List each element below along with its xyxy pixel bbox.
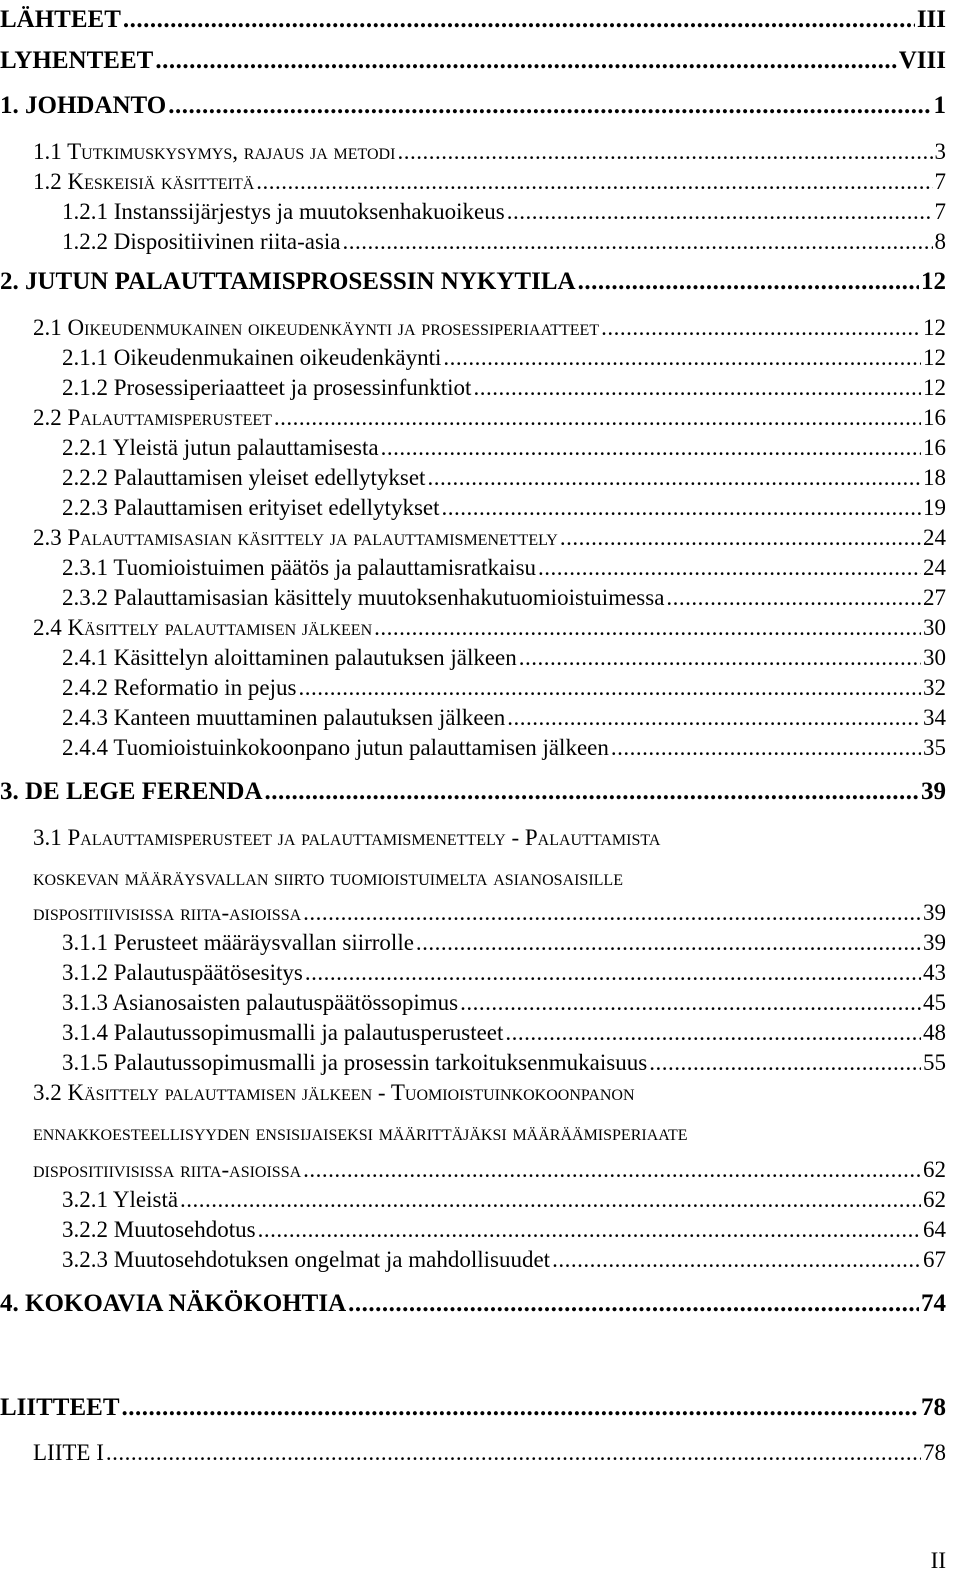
toc-label: 2.2.2 Palauttamisen yleiset edellytykset <box>62 465 426 490</box>
toc-entry-3-2-line1[interactable]: 3.2 Käsittely palauttamisen jälkeen - Tuomioistuinkokoonpanon <box>33 1080 635 1105</box>
toc-label: 2.4 Käsittely palauttamisen jälkeen <box>33 615 373 640</box>
toc-leader <box>397 139 932 165</box>
toc-page: 19 <box>923 495 946 520</box>
toc-entry-3-2-1[interactable] <box>0 1187 946 1213</box>
toc-page: 35 <box>923 735 946 760</box>
toc-entry-chapter-3[interactable] <box>0 778 946 806</box>
toc-leader <box>505 1020 921 1046</box>
toc-leader <box>601 315 921 341</box>
toc-entry-2-4-2[interactable] <box>0 675 946 701</box>
toc-entry-3-1-2[interactable] <box>0 960 946 986</box>
toc-entry-chapter-1[interactable] <box>0 92 946 120</box>
toc-label: 2.2.1 Yleistä jutun palauttamisesta <box>62 435 379 460</box>
toc-label: 2. JUTUN PALAUTTAMISPROSESSIN NYKYTILA <box>0 268 576 295</box>
toc-leader <box>180 1187 921 1213</box>
toc-page: 7 <box>934 199 946 224</box>
toc-leader <box>265 778 919 806</box>
toc-entry-2-2-3[interactable] <box>0 495 946 521</box>
toc-label: dispositiivisissa riita-asioissa <box>33 900 302 925</box>
toc-label: 2.3.1 Tuomioistuimen päätös ja palauttamisratkaisu <box>62 555 537 580</box>
toc-entry-3-2-2[interactable] <box>0 1217 946 1243</box>
toc-label: 2.3 Palauttamisasian käsittely ja palauttamismenettely <box>33 525 558 550</box>
toc-label: 3.2.2 Muutosehdotus <box>62 1217 256 1242</box>
toc-leader <box>106 1440 921 1466</box>
toc-page: 30 <box>923 615 946 640</box>
toc-label: 2.2 Palauttamisperusteet <box>33 405 272 430</box>
toc-page: 12 <box>923 315 946 340</box>
toc-leader <box>155 47 896 75</box>
toc-leader <box>443 345 921 371</box>
toc-page: 64 <box>923 1217 946 1242</box>
toc-label: 2.4.4 Tuomioistuinkokoonpano jutun palauttamisen jälkeen <box>62 735 609 760</box>
toc-page: 18 <box>923 465 946 490</box>
toc-entry-2-3-1[interactable] <box>0 555 946 581</box>
toc-page: 78 <box>923 1440 946 1465</box>
toc-entry-1-2-1[interactable] <box>0 199 946 225</box>
toc-page: 30 <box>923 645 946 670</box>
toc-leader <box>303 1157 921 1183</box>
toc-page: 16 <box>923 435 946 460</box>
toc-leader <box>374 615 921 641</box>
toc-label: 3.2.1 Yleistä <box>62 1187 179 1212</box>
toc-entry-3-1-1[interactable] <box>0 930 946 956</box>
toc-label: 2.1.1 Oikeudenmukainen oikeudenkäynti <box>62 345 442 370</box>
toc-label: 1.1 Tutkimuskysymys, rajaus ja metodi <box>33 139 396 164</box>
toc-page: 3 <box>934 139 946 164</box>
toc-leader <box>305 960 921 986</box>
toc-leader <box>274 405 921 431</box>
toc-entry-3-2-3[interactable] <box>0 1247 946 1273</box>
toc-page: 34 <box>923 705 946 730</box>
toc-page: 12 <box>923 375 946 400</box>
toc-leader <box>578 268 919 296</box>
toc-label: 1.2 Keskeisiä käsitteitä <box>33 169 255 194</box>
toc-label: LÄHTEET <box>0 6 121 33</box>
toc-entry-liite-1[interactable] <box>0 1440 946 1466</box>
toc-label: 1. JOHDANTO <box>0 92 167 119</box>
toc-leader <box>649 1050 921 1076</box>
toc-entry-2-4-4[interactable] <box>0 735 946 761</box>
toc-label: 3. DE LEGE FERENDA <box>0 778 263 805</box>
toc-leader <box>416 930 921 956</box>
toc-leader <box>560 525 921 551</box>
toc-leader <box>538 555 921 581</box>
toc-page: 39 <box>923 900 946 925</box>
toc-label: LIITE I <box>33 1440 104 1465</box>
toc-page: 7 <box>934 169 946 194</box>
toc-label: 2.4.2 Reformatio in pejus <box>62 675 297 700</box>
toc-label: 2.1 Oikeudenmukainen oikeudenkäynti ja prosessiperiaatteet <box>33 315 600 340</box>
toc-page: 24 <box>923 525 946 550</box>
toc-page: 8 <box>934 229 946 254</box>
toc-leader <box>442 495 921 521</box>
toc-label: 4. KOKOAVIA NÄKÖKOHTIA <box>0 1290 347 1317</box>
toc-page: 48 <box>923 1020 946 1045</box>
toc-page: 55 <box>923 1050 946 1075</box>
toc-leader <box>343 229 933 255</box>
toc-label: 2.1.2 Prosessiperiaatteet ja prosessinfunktiot <box>62 375 472 400</box>
toc-leader <box>473 375 921 401</box>
toc-label: 2.4.1 Käsittelyn aloittaminen palautuksen jälkeen <box>62 645 517 670</box>
toc-page: 12 <box>923 345 946 370</box>
toc-page: 16 <box>923 405 946 430</box>
toc-entry-2-2-2[interactable] <box>0 465 946 491</box>
toc-page: 62 <box>923 1157 946 1182</box>
page-number: II <box>930 1548 946 1573</box>
toc-leader <box>666 585 921 611</box>
toc-leader <box>303 900 921 926</box>
toc-leader <box>298 675 921 701</box>
toc-leader <box>256 169 932 195</box>
toc-label: LYHENTEET <box>0 47 154 74</box>
toc-entry-3-1-line2[interactable]: koskevan määräysvallan siirto tuomioistuimelta asianosaisille <box>33 865 623 890</box>
toc-entry-2-4-1[interactable] <box>0 645 946 671</box>
toc-leader <box>122 1394 919 1422</box>
toc-page: 1 <box>933 92 946 119</box>
toc-entry-3-1-4[interactable] <box>0 1020 946 1046</box>
toc-page: 12 <box>921 268 946 295</box>
toc-page: 45 <box>923 990 946 1015</box>
toc-entry-2-2[interactable] <box>0 405 946 431</box>
toc-entry-2-4-3[interactable] <box>0 705 946 731</box>
toc-page: 74 <box>921 1290 946 1317</box>
toc-leader <box>123 6 915 34</box>
toc-leader <box>168 92 931 120</box>
toc-label: 3.2.3 Muutosehdotuksen ongelmat ja mahdollisuudet <box>62 1247 551 1272</box>
toc-label: LIITTEET <box>0 1394 120 1421</box>
toc-page: 78 <box>921 1394 946 1421</box>
toc-leader <box>348 1290 919 1318</box>
toc-leader <box>381 435 921 461</box>
toc-label: 2.3.2 Palauttamisasian käsittely muutoksenhakutuomioistuimessa <box>62 585 665 610</box>
toc-leader <box>258 1217 921 1243</box>
toc-leader <box>507 199 933 225</box>
toc-page: 67 <box>923 1247 946 1272</box>
toc-entry-lyhenteet[interactable] <box>0 47 946 75</box>
toc-page: 43 <box>923 960 946 985</box>
toc-entry-chapter-4[interactable] <box>0 1290 946 1318</box>
toc-leader <box>507 705 921 731</box>
toc-label: 2.4.3 Kanteen muuttaminen palautuksen jälkeen <box>62 705 506 730</box>
toc-entry-1-2-2[interactable] <box>0 229 946 255</box>
toc-entry-2-4[interactable] <box>0 615 946 641</box>
toc-leader <box>519 645 921 671</box>
toc-label: 3.1.5 Palautussopimusmalli ja prosessin tarkoituksenmukaisuus <box>62 1050 648 1075</box>
toc-page: III <box>916 6 946 33</box>
toc-page: 27 <box>923 585 946 610</box>
toc-page: 62 <box>923 1187 946 1212</box>
toc-entry-2-1-2[interactable] <box>0 375 946 401</box>
toc-entry-3-1-5[interactable] <box>0 1050 946 1076</box>
toc-entry-3-1[interactable] <box>0 900 946 926</box>
toc-entry-2-3-2[interactable] <box>0 585 946 611</box>
toc-label: 3.1.4 Palautussopimusmalli ja palautusperusteet <box>62 1020 504 1045</box>
toc-label: dispositiivisissa riita-asioissa <box>33 1157 302 1182</box>
toc-entry-2-3[interactable] <box>0 525 946 551</box>
toc-entry-3-1-3[interactable] <box>0 990 946 1016</box>
toc-page: 39 <box>923 930 946 955</box>
toc-entry-3-1-line1[interactable]: 3.1 Palauttamisperusteet ja palauttamismenettely - Palauttamista <box>33 825 661 850</box>
toc-label: 1.2.2 Dispositiivinen riita-asia <box>62 229 341 254</box>
toc-page: 24 <box>923 555 946 580</box>
toc-entry-3-2[interactable] <box>0 1157 946 1183</box>
toc-label: 3.1.1 Perusteet määräysvallan siirrolle <box>62 930 414 955</box>
toc-leader <box>460 990 921 1016</box>
toc-entry-1-1[interactable] <box>0 139 946 165</box>
toc-leader <box>427 465 921 491</box>
toc-entry-2-2-1[interactable] <box>0 435 946 461</box>
toc-page: VIII <box>898 47 946 74</box>
toc-page: 39 <box>921 778 946 805</box>
toc-entry-liitteet[interactable] <box>0 1394 946 1422</box>
toc-leader <box>552 1247 921 1273</box>
toc-label: 3.1.3 Asianosaisten palautuspäätössopimus <box>62 990 459 1015</box>
toc-entry-lahteet[interactable] <box>0 6 946 34</box>
toc-entry-1-2[interactable] <box>0 169 946 195</box>
toc-entry-3-2-line2[interactable]: ennakkoesteellisyyden ensisijaiseksi määrittäjäksi määräämisperiaate <box>33 1120 688 1145</box>
toc-page: 32 <box>923 675 946 700</box>
toc-entry-2-1[interactable] <box>0 315 946 341</box>
toc-leader <box>611 735 921 761</box>
toc-entry-2-1-1[interactable] <box>0 345 946 371</box>
toc-label: 2.2.3 Palauttamisen erityiset edellytykset <box>62 495 440 520</box>
toc-entry-chapter-2[interactable] <box>0 268 946 296</box>
toc-label: 3.1.2 Palautuspäätösesitys <box>62 960 303 985</box>
toc-label: 1.2.1 Instanssijärjestys ja muutoksenhakuoikeus <box>62 199 505 224</box>
